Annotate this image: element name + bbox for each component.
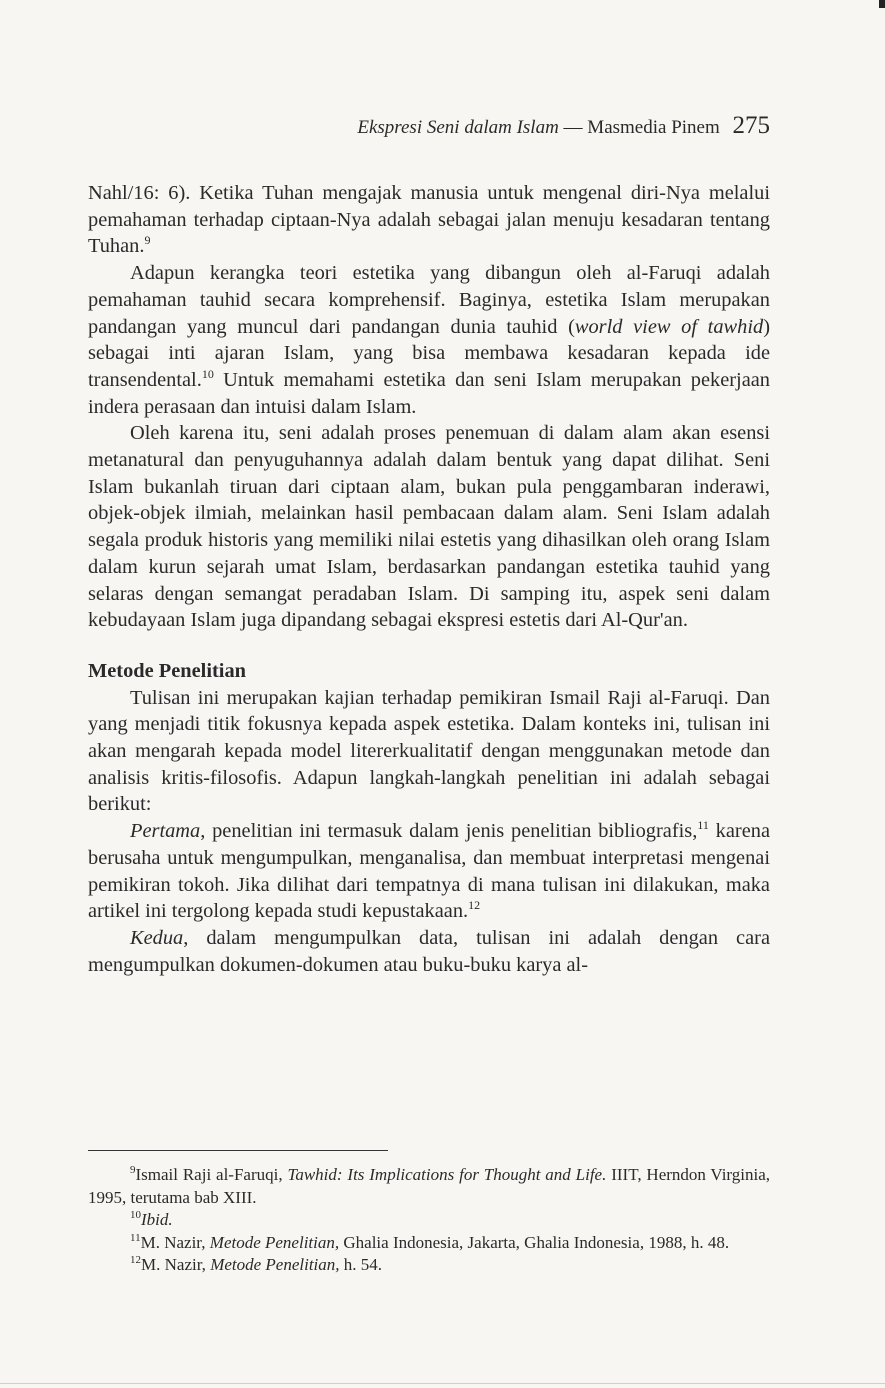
paragraph-2-text-a: Adapun kerangka teori estetika yang dibangun oleh al-Faruqi adalah pemahaman tauhid secara komprehensif. Baginya, estetika Islam merupakan pandangan yang muncul dari pandangan dunia tauhid ( [88, 262, 770, 338]
footnote-text: Ismail Raji al-Faruqi, [135, 1165, 288, 1184]
paragraph-6-italic: Kedua [130, 926, 184, 949]
footnote-divider [88, 1150, 388, 1151]
footnote-number: 9 [130, 1164, 136, 1176]
footnote-number: 10 [130, 1209, 141, 1221]
paragraph-3: Oleh karena itu, seni adalah proses penemuan di dalam alam akan esensi metanatural dan penyuguhannya adalah dalam bentuk yang dapat dilihat. Seni Islam bukanlah tiruan dari ciptaan alam, bukan pula penggambaran inderawi, objek-objek ilmiah, melainkan hasil pembacaan dalam alam. Seni Islam adalah segala produk historis yang memiliki nilai estetis yang dihasilkan oleh orang Islam dalam kurun sejarah umat Islam, berdasarkan pandangan estetika tauhid yang selaras dengan semangat peradaban Islam. Di samping itu, aspek seni dalam kebudayaan Islam juga dipandang sebagai ekspresi estetis dari Al-Qur'an. [88, 422, 770, 632]
footnote-ref-11: 11 [697, 818, 709, 833]
paragraph-1 [88, 180, 770, 260]
paragraph-5-text-a: , penelitian ini termasuk dalam jenis penelitian bibliografis, [200, 820, 698, 843]
body-text [88, 180, 770, 978]
footnote-title: Metode Penelitian, [210, 1255, 340, 1274]
running-header [0, 112, 770, 140]
paragraph-2-italic: world view of tawhid [574, 315, 764, 338]
paragraph-6 [88, 925, 770, 978]
footnote-10 [88, 1209, 770, 1232]
footnote-number: 12 [130, 1254, 141, 1266]
paragraph-5-text-b: karena berusaha untuk mengumpulkan, menganalisa, dan membuat interpretasi mengenai pemikiran tokoh. Jika dilihat dari tempatnya di mana tulisan ini dilakukan, maka artikel ini tergolong kepada studi kepustakaan. [88, 820, 770, 923]
footnote-9 [88, 1164, 770, 1209]
paragraph-6-text: , dalam mengumpulkan data, tulisan ini adalah dengan cara mengumpulkan dokumen-dokumen atau buku-buku karya al- [88, 926, 770, 976]
footnote-11 [88, 1232, 770, 1255]
section-heading: Metode Penelitian [88, 659, 246, 682]
footnote-ref-9: 9 [144, 233, 151, 248]
paragraph-4: Tulisan ini merupakan kajian terhadap pemikiran Ismail Raji al-Faruqi. Dan yang menjadi titik fokusnya kepada aspek estetika. Dalam konteks ini, tulisan ini akan mengarah kepada model litererkualitatif dengan menggunakan metode dan analisis kritis-filosofis. Adapun langkah-langkah penelitian ini adalah sebagai berikut: [88, 686, 770, 816]
footnote-title: Tawhid: Its Implications for Thought and Life. [287, 1165, 607, 1184]
paragraph-5-italic: Pertama [130, 820, 201, 843]
footnote-text: h. 54. [339, 1255, 383, 1274]
paragraph-2-text-c: Untuk memahami estetika dan seni Islam merupakan pekerjaan indera perasaan dan intuisi dalam Islam. [88, 368, 770, 418]
footnote-text: Ghalia Indonesia, Jakarta, Ghalia Indonesia, 1988, h. 48. [339, 1232, 730, 1252]
paragraph-1-text: Nahl/16: 6). Ketika Tuhan mengajak manusia untuk mengenal diri-Nya melalui pemahaman terhadap ciptaan-Nya adalah sebagai jalan menuju kesadaran tentang Tuhan. [88, 182, 770, 258]
footnote-text: M. Nazir, [140, 1232, 210, 1252]
paragraph-5 [88, 818, 770, 925]
footnote-ref-10: 10 [201, 366, 214, 381]
footnote-text: M. Nazir, [141, 1255, 211, 1274]
footnote-number: 11 [130, 1231, 141, 1244]
footnote-title: Ibid. [141, 1210, 173, 1229]
paragraph-2-text-b: ) sebagai inti ajaran Islam, yang bisa membawa kesadaran kepada ide transendental. [88, 315, 770, 391]
page-corner-mark [879, 0, 885, 8]
footnote-12 [88, 1254, 770, 1277]
running-title: Ekspresi Seni dalam Islam [357, 117, 559, 138]
footnote-ref-12: 12 [468, 898, 481, 913]
header-author: — Masmedia Pinem [563, 117, 720, 138]
footnote-text: IIIT, Herndon Virginia, 1995, terutama bab XIII. [88, 1165, 771, 1207]
page-bottom-edge [0, 1383, 885, 1384]
paragraph-2 [88, 260, 770, 420]
footnote-title: Metode Penelitian, [209, 1232, 340, 1252]
footnotes [88, 1164, 770, 1277]
page-number: 275 [732, 112, 770, 139]
